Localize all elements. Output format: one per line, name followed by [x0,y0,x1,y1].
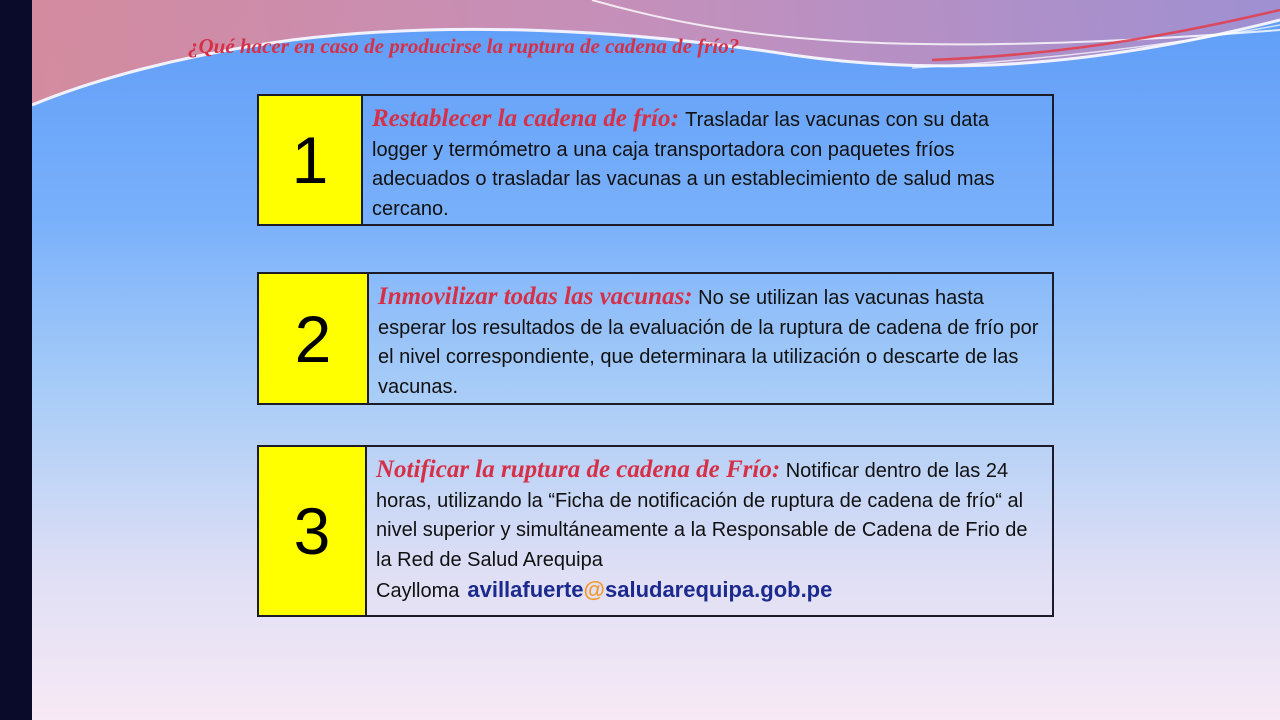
slide-title: ¿Qué hacer en caso de producirse la ruptura de cadena de frío? [188,34,740,58]
step-heading: Inmovilizar todas las vacunas: [378,283,693,310]
step-heading: Notificar la ruptura de cadena de Frío: [376,456,781,483]
step-body [363,96,1052,224]
step-2-box [257,272,1054,405]
step-number: 1 [259,96,363,224]
email-user: avillafuerte [467,577,584,602]
step-body [367,447,1052,615]
left-border-bar [0,0,32,720]
email-at-sign: @ [583,577,605,602]
email-domain: saludarequipa.gob.pe [604,577,833,602]
step-1-box [257,94,1054,226]
step-body [369,274,1052,403]
step-heading-separator: : [670,105,686,132]
step-heading: Restablecer la cadena de frío [372,105,671,132]
step-text: Notificar dentro de las 24 horas, utilizando la “Ficha de notificación de ruptura de cadena de frío“ al nivel superior y simultáneamente a la Responsable de Cadena de Frio de la Red de Salud Arequipa Caylloma [376,460,1028,602]
step-3-box [257,445,1054,617]
step-text: Trasladar las vacunas con su data logger y termómetro a una caja transportadora con paquetes fríos adecuados o trasladar las vacunas a un establecimiento de salud mas cercano. [372,109,995,220]
step-text: No se utilizan las vacunas hasta esperar los resultados de la evaluación de la ruptura de cadena de frío por el nivel correspondiente, que determinara la utilización o descarte de las vacunas. [378,287,1039,398]
email-link[interactable] [467,577,832,602]
step-number: 2 [259,274,369,403]
step-number: 3 [259,447,367,615]
slide [32,0,1280,720]
